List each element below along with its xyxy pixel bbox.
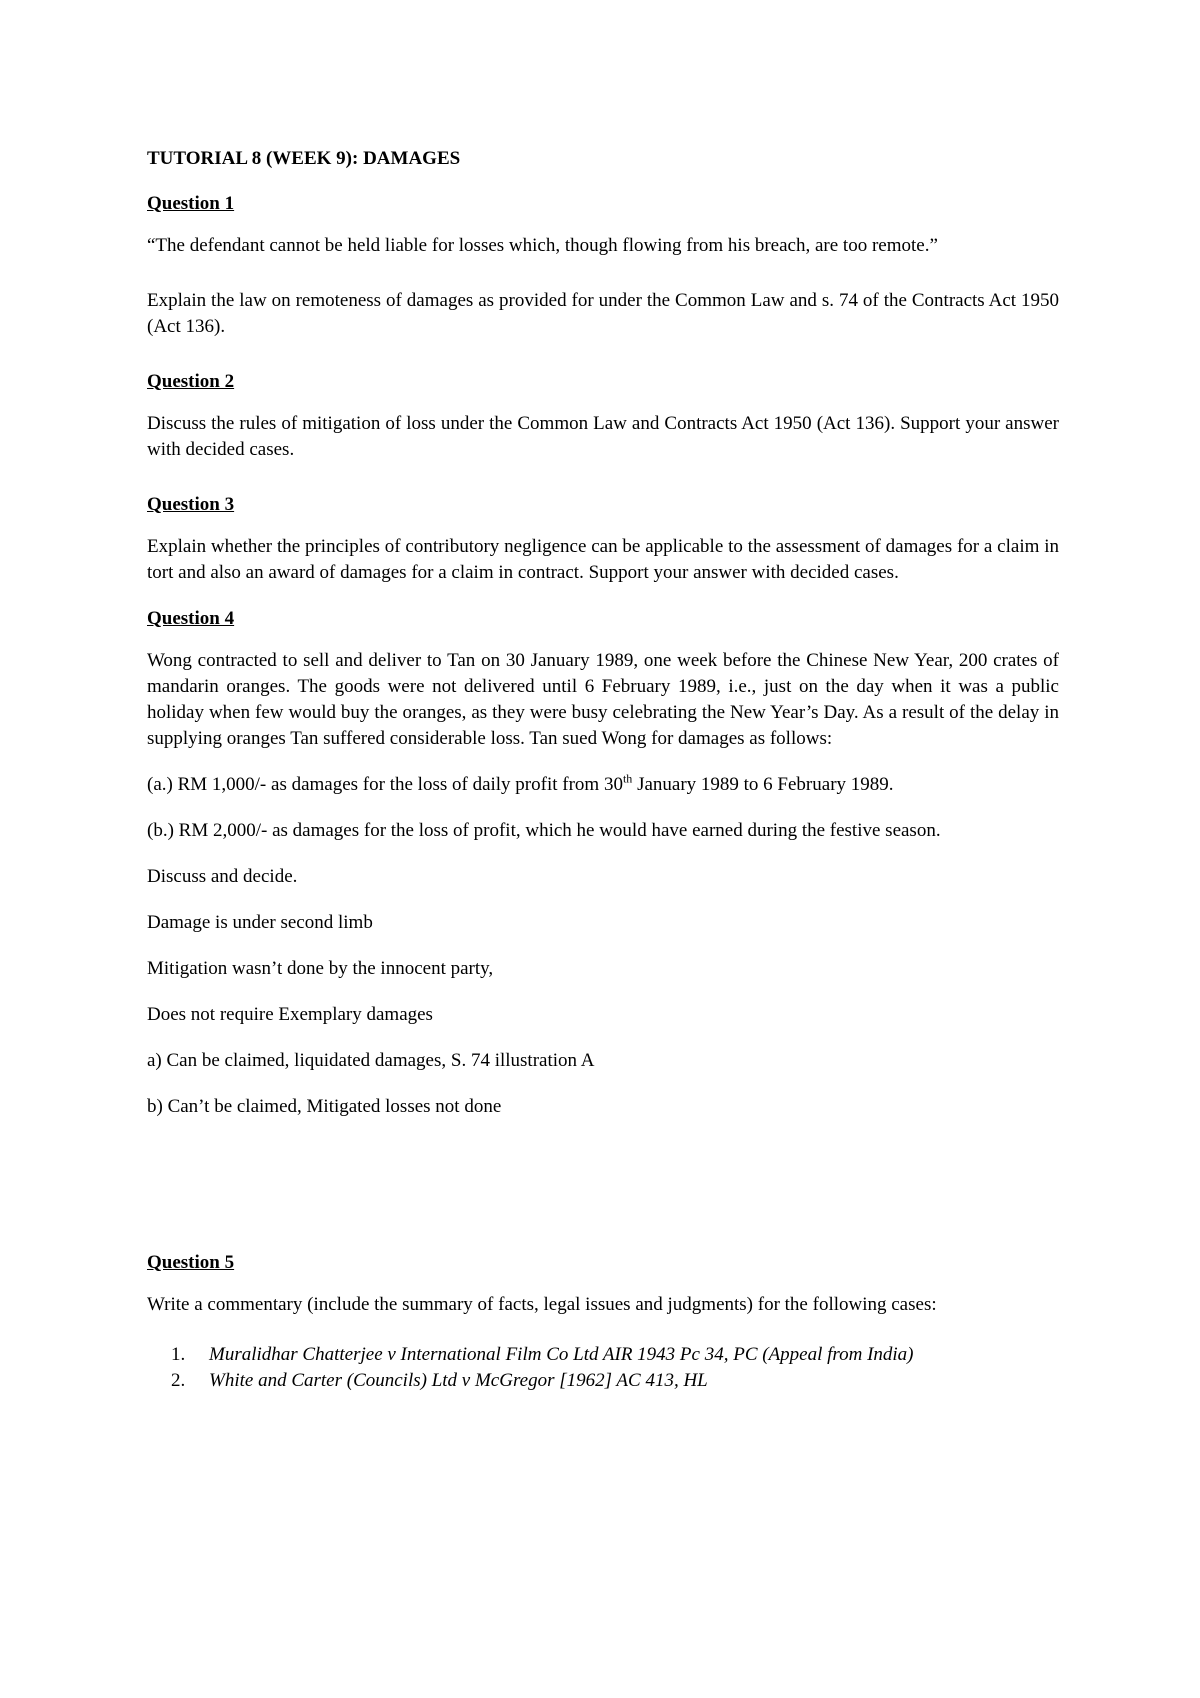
case-list [147, 1342, 1059, 1394]
question-1-heading: Question 1 [147, 193, 235, 214]
question-5-text: Write a commentary (include the summary of facts, legal issues and judgments) for the following cases: [147, 1294, 937, 1315]
question-4-note: Does not require Exemplary damages [147, 1004, 433, 1025]
question-1-text: Explain the law on remoteness of damages as provided for under the Common Law and s. 74 of the Contracts Act 1950 (Act 136). [147, 290, 1059, 337]
case-number: 2. [171, 1370, 186, 1391]
question-2-heading: Question 2 [147, 371, 235, 392]
claim-a-sup: th [622, 771, 633, 786]
question-4-claim-a [147, 772, 1059, 798]
case-name: Muralidhar Chatterjee v International Film Co Ltd AIR 1943 Pc 34, PC (Appeal from India) [209, 1344, 914, 1365]
question-4-note: a) Can be claimed, liquidated damages, S. 74 illustration A [147, 1050, 595, 1071]
case-list-item [171, 1368, 1059, 1394]
question-2-text: Discuss the rules of mitigation of loss under the Common Law and Contracts Act 1950 (Act 136). Support your answer with decided cases. [147, 413, 1059, 460]
claim-a-pre: (a.) RM 1,000/- as damages for the loss of daily profit from 30 [147, 774, 623, 795]
case-name: White and Carter (Councils) Ltd v McGregor [1962] AC 413, HL [209, 1370, 708, 1391]
question-4-note: b) Can’t be claimed, Mitigated losses not done [147, 1096, 502, 1117]
question-4-note: Mitigation wasn’t done by the innocent party, [147, 958, 494, 979]
question-1-quote: “The defendant cannot be held liable for losses which, though flowing from his breach, are too remote.” [147, 235, 938, 256]
question-3-text: Explain whether the principles of contributory negligence can be applicable to the assessment of damages for a claim in tort and also an award of damages for a claim in contract. Support your answer with decided cases. [147, 536, 1059, 583]
case-number: 1. [171, 1344, 186, 1365]
question-4-instruction: Discuss and decide. [147, 866, 298, 887]
claim-a-post: January 1989 to 6 February 1989. [632, 774, 894, 795]
question-5-heading: Question 5 [147, 1252, 235, 1273]
case-list-item [171, 1342, 1059, 1368]
question-4-text: Wong contracted to sell and deliver to Tan on 30 January 1989, one week before the Chinese New Year, 200 crates of mandarin oranges. The goods were not delivered until 6 February 1989, i.e., just on the day when it was a public holiday when few would buy the oranges, as they were busy celebrating the New Year’s Day. As a result of the delay in supplying oranges Tan suffered considerable loss. Tan sued Wong for damages as follows: [147, 650, 1059, 749]
question-3-heading: Question 3 [147, 494, 235, 515]
question-4-heading: Question 4 [147, 608, 235, 629]
document-body [147, 146, 1059, 1394]
page-title: TUTORIAL 8 (WEEK 9): DAMAGES [147, 148, 461, 169]
question-4-claim-b: (b.) RM 2,000/- as damages for the loss of profit, which he would have earned during the festive season. [147, 820, 941, 841]
question-4-note: Damage is under second limb [147, 912, 373, 933]
